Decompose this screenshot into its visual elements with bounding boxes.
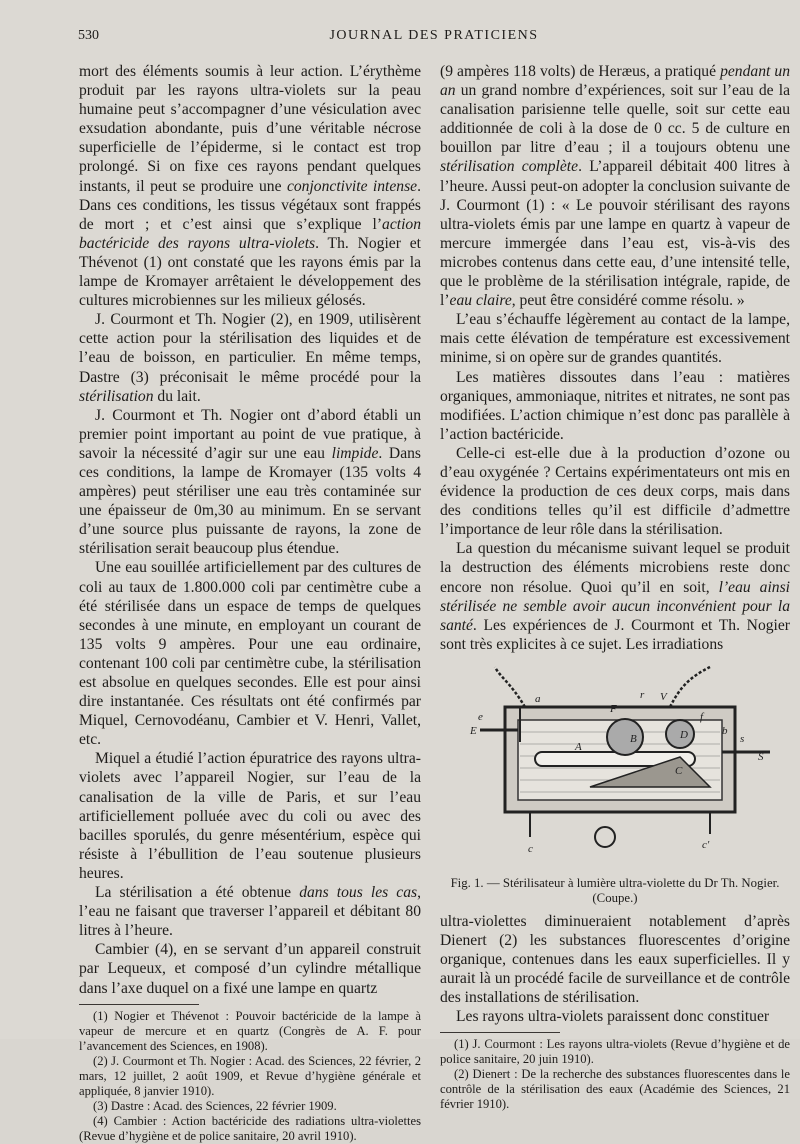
figure-caption: Fig. 1. — Stérilisateur à lumière ultra-violette du Dr Th. Nogier. (Coupe.) bbox=[450, 875, 780, 905]
figure-label: D bbox=[680, 728, 688, 741]
page-header bbox=[78, 28, 780, 50]
footnote: (2) J. Courmont et Th. Nogier : Acad. des Sciences, 22 février, 2 mars, 12 juillet, 2 août 1909, et Revue d’hygiène générale et appliquée, 8 janvier 1910). bbox=[79, 1053, 421, 1098]
paragraph: mort des éléments soumis à leur action. L’érythème produit par les rayons ultra-violets sur la peau humaine peut s’accompagner d’une vésiculation avec exsudation abondante, puis d’une véritable nécrose superficielle de l’épiderme, si le contact est trop prolongé. Si on fixe ces rayons pendant quelques instants, il peut se produire une conjonctivite intense. Dans ces conditions, les tissus végétaux sont frappés de mort ; et c’est ainsi que s’explique l’action bactéricide des rayons ultra-violets. Th. Nogier et Thévenot (1) ont constaté que les rayons émis par la lampe de Kromayer arrêtaient le développement des cultures microbiennes sur les milieux gélosés. bbox=[79, 63, 421, 310]
figure-label: e bbox=[478, 710, 483, 723]
footnote-divider bbox=[79, 1004, 199, 1005]
figure-label: S bbox=[758, 750, 764, 763]
figure-label: A bbox=[575, 740, 582, 753]
footnotes bbox=[79, 1009, 421, 1144]
paragraph: Les rayons ultra-violets paraissent donc constituer bbox=[456, 1008, 770, 1026]
left-column bbox=[79, 62, 421, 1144]
paragraph: La stérilisation a été obtenue dans tous les cas, l’eau ne faisant que traverser l’appareil et débitant 80 litres à l’heure. bbox=[79, 884, 421, 940]
figure-label: r bbox=[640, 688, 645, 701]
figure-label: E bbox=[470, 724, 477, 737]
right-column bbox=[440, 62, 790, 1112]
paragraph: (9 ampères 118 volts) de Heræus, a pratiqué pendant un an un grand nombre d’expériences, soit sur l’eau de la canalisation parisienne telle quelle, soit sur cette eau additionnée de coli à la dose de 0 cc. 5 de culture en bouillon par litre d’eau ; il a toujours obtenu une stérilisation complète. L’appareil débitait 400 litres à l’heure. Aussi peut-on adopter la conclusion suivante de J. Courmont (1) : « Le pouvoir stérilisant des rayons ultra-violets émis par une lampe en quartz à vapeur de mercure immergée dans l’eau est, vis-à-vis des microbes contenus dans cette eau, d’une intensité telle, que le problème de la stérilisation intégrale, rapide, de l’eau claire, peut être considéré comme résolu. » bbox=[440, 63, 790, 310]
sterilizer-diagram bbox=[440, 662, 790, 872]
figure-label: V bbox=[660, 690, 667, 703]
footnotes bbox=[440, 1037, 790, 1112]
paragraph: La question du mécanisme suivant lequel se produit la destruction des éléments microbiens reste donc encore non résolue. Quoi qu’il en soit, l’eau ainsi stérilisée ne semble avoir aucun inconvénient pour la santé. Les expériences de J. Courmont et Th. Nogier sont très explicites à ce sujet. Les irradiations bbox=[440, 540, 790, 653]
figure-label: F bbox=[610, 702, 617, 715]
footnote: (2) Dienert : De la recherche des substances fluorescentes dans le contrôle de la stérilisation des eaux (Académie des Sciences, 21 février 1910). bbox=[440, 1067, 790, 1112]
figure-label: s bbox=[740, 732, 745, 745]
paragraph: J. Courmont et Th. Nogier ont d’abord établi un premier point important au point de vue pratique, à savoir la nécessité d’agir sur une eau limpide. Dans ces conditions, la lampe de Kromayer (135 volts 4 ampères) peut stériliser une eau très contaminée sur une épaisseur de 0m,30 au minimum. En se servant d’une source plus puissante de rayons, la zone de stérilisation serait beaucoup plus étendue. bbox=[79, 406, 421, 558]
footnote: (4) Cambier : Action bactéricide des radiations ultra-violettes (Revue d’hygiène et de police sanitaire, 20 avril 1910). bbox=[79, 1113, 421, 1143]
footnote: (1) Nogier et Thévenot : Pouvoir bactéricide de la lampe à vapeur de mercure et en quartz (Congrès de A. F. pour l’avancement des Sciences, en 1908). bbox=[79, 1008, 421, 1053]
paragraph: Une eau souillée artificiellement par des cultures de coli au taux de 1.800.000 coli par centimètre cube a été stérilisée dans un espace de temps de quelques secondes à une minute, en employant un courant de 135 volts 9 ampères. Pour une eau ordinaire, contenant 100 coli par centimètre cube, la stérilisation est absolue en quelques secondes. Elle est pour ainsi dire instantanée. Ces résultats ont été confirmés par Miquel, Cernovodéanu, Cambier et V. Henri, Vallet, etc. bbox=[79, 559, 421, 749]
paragraph: Les matières dissoutes dans l’eau : matières organiques, ammoniaque, nitrites et nitrates, ne sont pas modifiées. L’action chimique n’est donc pas parallèle à l’action bactéricide. bbox=[440, 368, 790, 443]
figure-label: b bbox=[722, 724, 728, 737]
paragraph: Miquel a étudié l’action épuratrice des rayons ultra-violets avec l’appareil Nogier, sur l’eau de la canalisation de la ville de Paris, et sur l’eau artificiellement polluée avec du coli ou avec des bacilles sporulés, du genre mésentérium, espèce qui résiste à l’ébullition de l’eau soutenue plusieurs heures. bbox=[79, 750, 421, 882]
figure-label: f bbox=[700, 710, 704, 723]
paragraph: Celle-ci est-elle due à la production d’ozone ou d’eau oxygénée ? Certains expérimentateurs ont mis en évidence la production de ces deux corps, mais dans des conditions telles qu’il est difficile d’admettre l’importance de leur rôle dans la stérilisation. bbox=[440, 444, 790, 539]
paragraph: J. Courmont et Th. Nogier (2), en 1909, utilisèrent cette action pour la stérilisation des liquides et de l’eau de boisson, en particulier. En même temps, Dastre (3) préconisait le même procédé pour la stérilisation du lait. bbox=[79, 311, 421, 405]
journal-title: JOURNAL DES PRATICIENS bbox=[329, 28, 539, 43]
paragraph: L’eau s’échauffe légèrement au contact de la lampe, mais cette élévation de température est excessivement minime, si on opère sur de grandes quantités. bbox=[440, 311, 790, 367]
figure-label: c bbox=[528, 842, 533, 855]
sterilizer-figure bbox=[440, 662, 790, 872]
paragraph: ultra-violettes diminueraient notablement d’après Dienert (2) les substances fluorescentes d’origine organique, contenues dans les eaux superficielles. Il y aurait là un procédé facile de surveillance et de contrôle des installations de stérilisation. bbox=[440, 912, 790, 1007]
figure-label: c' bbox=[702, 838, 710, 851]
figure-label: a bbox=[535, 692, 541, 705]
figure-label: C bbox=[675, 764, 683, 777]
paragraph: Cambier (4), en se servant d’un appareil construit par Lequeux, et composé d’un cylindre métallique dans l’axe duquel on a fixé une lampe en quartz bbox=[79, 941, 421, 997]
footnote-divider bbox=[440, 1032, 560, 1033]
footnote: (3) Dastre : Acad. des Sciences, 22 février 1909. bbox=[93, 1098, 337, 1113]
figure-label: B bbox=[630, 732, 637, 745]
page-number: 530 bbox=[78, 28, 99, 43]
footnote: (1) J. Courmont : Les rayons ultra-violets (Revue d’hygiène et de police sanitaire, 20 juin 1910). bbox=[440, 1037, 790, 1067]
